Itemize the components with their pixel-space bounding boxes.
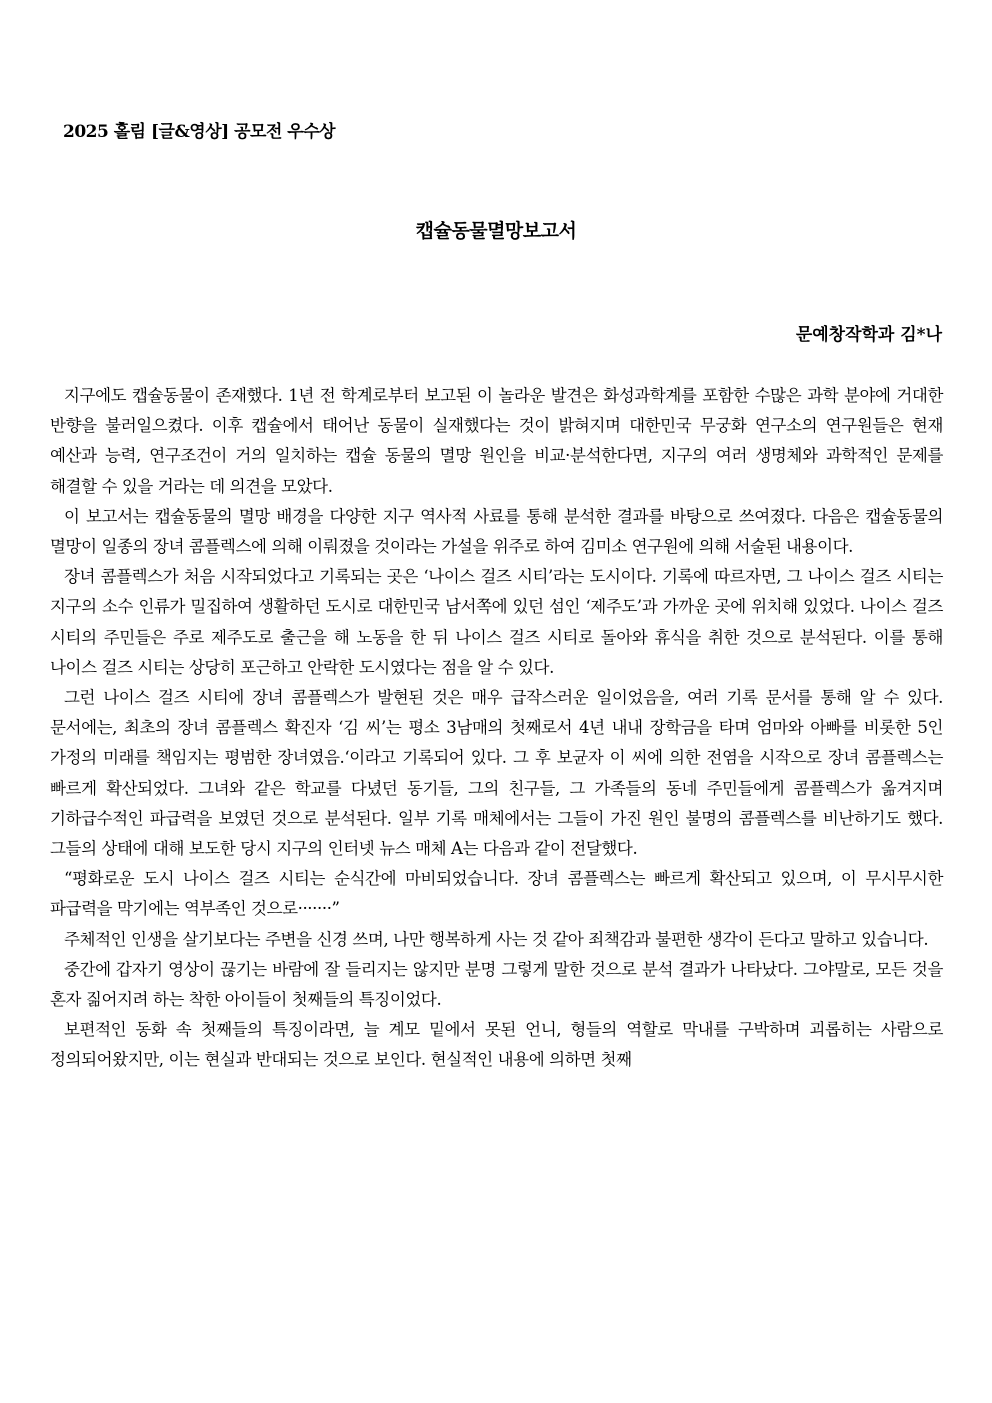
- award-line: 2025 홀림 [글&영상] 공모전 우수상: [63, 122, 336, 142]
- paragraph-6: 주체적인 인생을 살기보다는 주변을 신경 쓰며, 나만 행복하게 사는 것 같아 죄책감과 불편한 생각이 든다고 말하고 있습니다.: [64, 929, 929, 949]
- paragraph-1: 지구에도 캡슐동물이 존재했다. 1년 전 학계로부터 보고된 이 놀라운 발견은 화성과학계를 포함한 수많은 과학 분야에 거대한 반향을 불러일으켰다. 이후 캡슐에서 태어난 동물이 실재했다는 것이 밝혀지며 대한민국 무궁화 연구소의 연구원들은 현재 예산과 능력, 연구조건이 거의 일치하는 캡슐 동물의 멸망 원인을 비교·분석한다면, 지구의 여러 생명체와 과학적인 문제를 해결할 수 있을 거라는 데 의견을 모았다.: [50, 386, 943, 496]
- paragraph-8: 보편적인 동화 속 첫째들의 특징이라면, 늘 계모 밑에서 못된 언니, 형들의 역할로 막내를 구박하며 괴롭히는 사람으로 정의되어왔지만, 이는 현실과 반대되는 것으로 보인다. 현실적인 내용에 의하면 첫째: [50, 1020, 943, 1070]
- paragraph-4: 그런 나이스 걸즈 시티에 장녀 콤플렉스가 발현된 것은 매우 급작스러운 일이었음을, 여러 기록 문서를 통해 알 수 있다. 문서에는, 최초의 장녀 콤플렉스 확진자 ‘김 씨’는 평소 3남매의 첫째로서 4년 내내 장학금을 타며 엄마와 아빠를 비롯한 5인 가정의 미래를 책임지는 평범한 장녀였음.‘이라고 기록되어 있다. 그 후 보균자 이 씨에 의한 전염을 시작으로 장녀 콤플렉스는 빠르게 확산되었다. 그녀와 같은 학교를 다녔던 동기들, 그의 친구들, 그 가족들의 동네 주민들에게 콤플렉스가 옮겨지며 기하급수적인 파급력을 보였던 것으로 분석된다. 일부 기록 매체에서는 그들이 가진 원인 불명의 콤플렉스를 비난하기도 했다. 그들의 상태에 대해 보도한 당시 지구의 인터넷 뉴스 매체 A는 다음과 같이 전달했다.: [50, 688, 943, 859]
- news-quote: “평화로운 도시 나이스 걸즈 시티는 순식간에 마비되었습니다. 장녀 콤플렉스는 빠르게 확산되고 있으며, 이 무시무시한 파급력을 막기에는 역부족인 것으로·······”: [50, 869, 943, 919]
- paragraph-7: 중간에 갑자기 영상이 끊기는 바람에 잘 들리지는 않지만 분명 그렇게 말한 것으로 분석 결과가 나타났다. 그야말로, 모든 것을 혼자 짊어지려 하는 착한 아이들이 첫째들의 특징이었다.: [50, 959, 943, 1010]
- paragraph-3: 장녀 콤플렉스가 처음 시작되었다고 기록되는 곳은 ‘나이스 걸즈 시티’라는 도시이다. 기록에 따르자면, 그 나이스 걸즈 시티는 지구의 소수 인류가 밀집하여 생활하던 도시로 대한민국 남서쪽에 있던 섬인 ‘제주도’과 가까운 곳에 위치해 있었다. 나이스 걸즈 시티의 주민들은 주로 제주도로 출근을 해 노동을 한 뒤 나이스 걸즈 시티로 돌아와 휴식을 취한 것으로 분석된다. 이를 통해 나이스 걸즈 시티는 상당히 포근하고 안락한 도시였다는 점을 알 수 있다.: [50, 567, 943, 677]
- report-body: [50, 381, 943, 1076]
- author-line: 문예창작학과 김*나: [795, 325, 942, 345]
- document-title: 캡슐동물멸망보고서: [415, 220, 577, 242]
- paragraph-2: 이 보고서는 캡슐동물의 멸망 배경을 다양한 지구 역사적 사료를 통해 분석한 결과를 바탕으로 쓰여졌다. 다음은 캡슐동물의 멸망이 일종의 장녀 콤플렉스에 의해 이뤄졌을 것이라는 가설을 위주로 하여 김미소 연구원에 의해 서술된 내용이다.: [50, 506, 943, 557]
